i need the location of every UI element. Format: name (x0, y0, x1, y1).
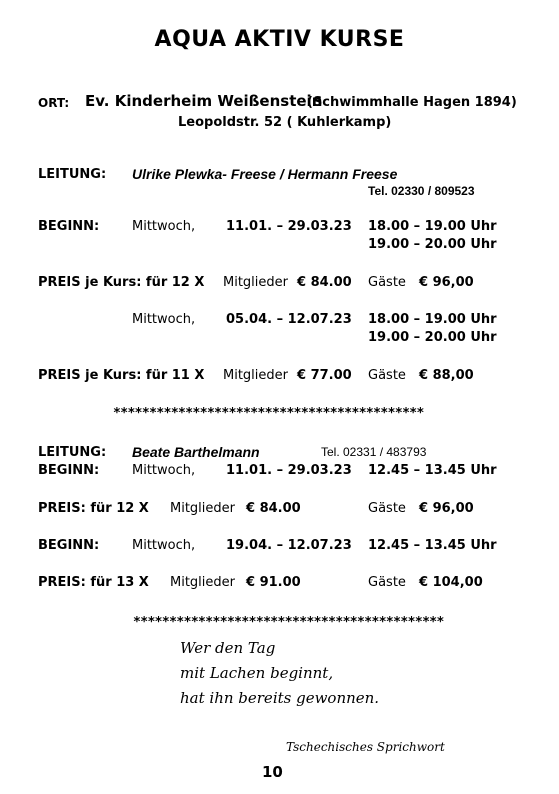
quote-attribution: Tschechisches Sprichwort (286, 740, 445, 754)
weekday-1: Mittwoch, (132, 219, 196, 234)
time-2b: 19.00 – 20.00 Uhr (368, 330, 497, 345)
time-2a: 18.00 – 19.00 Uhr (368, 312, 497, 327)
members-label-4: Mitglieder (170, 575, 235, 590)
venue-detail: (Schwimmhalle Hagen 1894) (307, 95, 517, 110)
time-3: 12.45 – 13.45 Uhr (368, 463, 497, 478)
weekday-3: Mittwoch, (132, 463, 196, 478)
quote-line-2: mit Lachen beginnt, (180, 664, 334, 682)
guests-price-2: € 88,00 (419, 368, 474, 383)
separator-stars-1: ******************************************* (113, 406, 424, 421)
time-4: 12.45 – 13.45 Uhr (368, 538, 497, 553)
guests-price-4: € 104,00 (419, 575, 483, 590)
dates-2: 05.04. – 12.07.23 (226, 312, 352, 327)
venue-name: Ev. Kinderheim Weißenstein (85, 92, 323, 110)
dates-4: 19.04. – 12.07.23 (226, 538, 352, 553)
beginn-label-3: BEGINN: (38, 538, 100, 553)
guests-label-4: Gäste (368, 575, 406, 590)
guests-label-3: Gäste (368, 501, 406, 516)
price-label-1: PREIS je Kurs: für 12 X (38, 275, 205, 290)
members-price-3: € 84.00 (246, 501, 301, 516)
dates-3: 11.01. – 29.03.23 (226, 463, 352, 478)
leitung-name-1: Ulrike Plewka- Freese / Hermann Freese (132, 166, 398, 182)
guests-price-1: € 96,00 (419, 275, 474, 290)
price-label-4: PREIS: für 13 X (38, 575, 149, 590)
guests-label-1: Gäste (368, 275, 406, 290)
members-price-1: € 84.00 (297, 275, 352, 290)
page-title: AQUA AKTIV KURSE (154, 27, 405, 52)
venue-address: Leopoldstr. 52 ( Kuhlerkamp) (178, 115, 392, 130)
weekday-4: Mittwoch, (132, 538, 196, 553)
members-label-1: Mitglieder (223, 275, 288, 290)
beginn-label-1: BEGINN: (38, 219, 100, 234)
leitung-name-2: Beate Barthelmann (132, 444, 260, 460)
ort-label: ORT: (38, 96, 70, 110)
leitung-label-1: LEITUNG: (38, 167, 107, 182)
dates-1: 11.01. – 29.03.23 (226, 219, 352, 234)
leitung-label-2: LEITUNG: (38, 445, 107, 460)
members-label-2: Mitglieder (223, 368, 288, 383)
beginn-label-2: BEGINN: (38, 463, 100, 478)
quote-line-3: hat ihn bereits gewonnen. (180, 689, 380, 707)
page-number: 10 (262, 763, 283, 781)
time-1b: 19.00 – 20.00 Uhr (368, 237, 497, 252)
quote-line-1: Wer den Tag (180, 639, 276, 657)
phone-1: Tel. 02330 / 809523 (368, 184, 475, 198)
price-label-2: PREIS je Kurs: für 11 X (38, 368, 205, 383)
time-1a: 18.00 – 19.00 Uhr (368, 219, 497, 234)
members-label-3: Mitglieder (170, 501, 235, 516)
members-price-4: € 91.00 (246, 575, 301, 590)
members-price-2: € 77.00 (297, 368, 352, 383)
phone-2: Tel. 02331 / 483793 (321, 445, 427, 459)
price-label-3: PREIS: für 12 X (38, 501, 149, 516)
guests-price-3: € 96,00 (419, 501, 474, 516)
guests-label-2: Gäste (368, 368, 406, 383)
separator-stars-2: ******************************************* (133, 615, 444, 630)
weekday-2: Mittwoch, (132, 312, 196, 327)
